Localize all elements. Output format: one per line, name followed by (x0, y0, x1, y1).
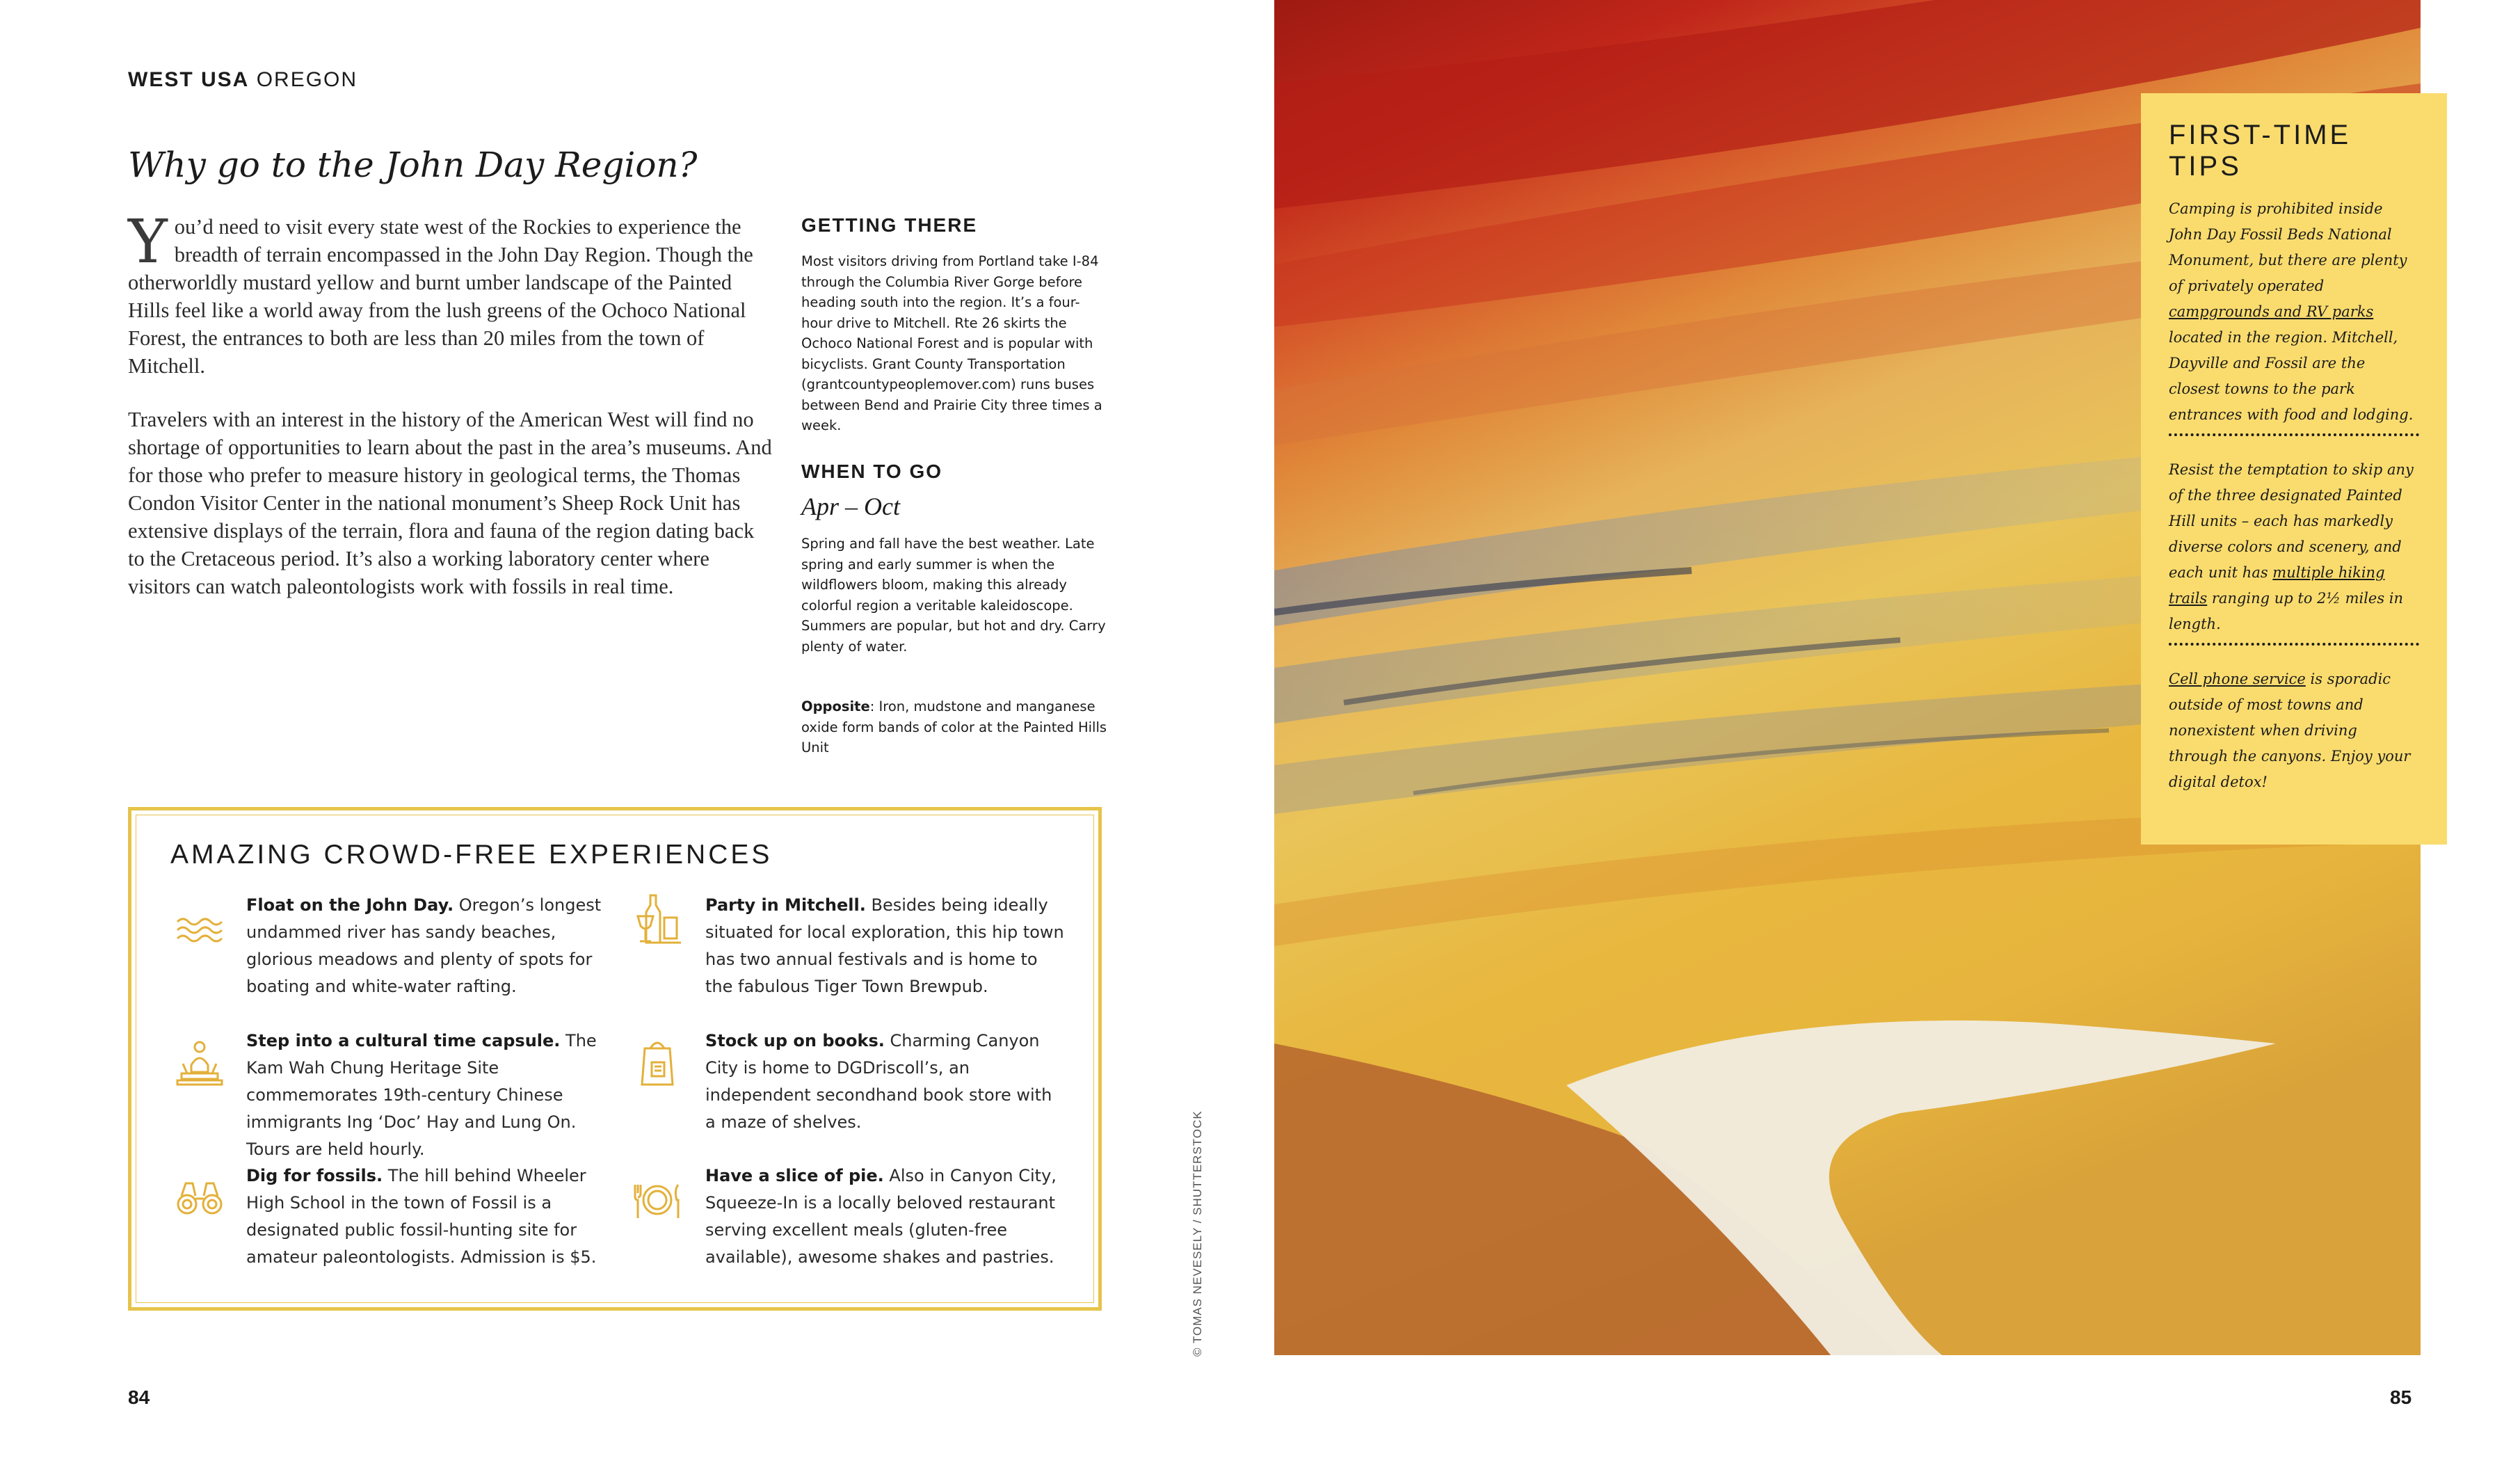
intro-text (128, 207, 773, 626)
experiences-title: AMAZING CROWD-FREE EXPERIENCES (170, 840, 773, 870)
water-waves-icon (172, 900, 227, 955)
experience-item-party (705, 892, 1067, 1000)
when-to-go-heading: WHEN TO GO (801, 461, 943, 482)
experience-item-books (705, 1028, 1067, 1136)
experience-item-fossils (246, 1162, 608, 1271)
page-number-right: 85 (2390, 1386, 2412, 1408)
experience-title: Step into a cultural time capsule. (246, 1031, 561, 1050)
caption-text: : Iron, mudstone and manganese oxide form bands of color at the Painted Hills Unit (801, 698, 1107, 756)
tip-divider (2169, 643, 2419, 646)
tip-painted-hills (2169, 457, 2419, 637)
header-region: WEST USA (128, 68, 250, 91)
experience-title: Dig for fossils. (246, 1166, 383, 1185)
experience-text: Oregon’s longest undammed river has sandy beaches, glorious meadows and plenty of spots for boating and white-water rafting. (246, 895, 602, 996)
experience-text: The Kam Wah Chung Heritage Site commemorates 19th-century Chinese immigrants Ing ‘Doc’ Hay and Lung On. Tours are held hourly. (246, 1031, 597, 1159)
page-title: Why go to the John Day Region? (128, 145, 698, 185)
experience-title: Float on the John Day. (246, 895, 454, 915)
header-state: OREGON (256, 68, 358, 91)
experience-text: Also in Canyon City, Squeeze-In is a locally beloved restaurant serving excellent meals (gluten-free available), awesome shakes and pastries. (705, 1166, 1057, 1267)
when-to-go-months: Apr – Oct (801, 493, 900, 520)
tip-text: located in the region. Mitchell, Dayville and Fossil are the closest towns to the park entrances with food and lodging. (2169, 329, 2414, 423)
caption-label: Opposite (801, 698, 870, 714)
section-header (128, 68, 358, 92)
getting-there-heading: GETTING THERE (801, 214, 978, 236)
tip-cell-service (2169, 666, 2419, 795)
tip-text: Resist the temptation to skip any of the three designated Painted Hill units – each has markedly diverse colors and scenery, and each unit has (2169, 461, 2414, 581)
experience-title: Stock up on books. (705, 1031, 885, 1050)
hiking-trails-link[interactable]: multiple hiking trails (2169, 564, 2385, 607)
plate-cutlery-icon (629, 1171, 685, 1226)
intro-paragraph-1 (128, 207, 773, 380)
photo-credit: © TOMAS NEVESELY / SHUTTERSTOCK (1191, 1110, 1204, 1357)
experience-title: Have a slice of pie. (705, 1166, 884, 1185)
tip-camping (2169, 196, 2419, 428)
shrine-icon (172, 1034, 227, 1090)
page-number-left: 84 (128, 1386, 150, 1408)
tip-divider (2169, 433, 2419, 436)
book-bag-icon (629, 1034, 685, 1090)
experience-text: The hill behind Wheeler High School in the town of Fossil is a designated public fossil-hunting site for amateur paleontologists. Admission is $5. (246, 1166, 597, 1267)
experience-item-float (246, 892, 608, 1000)
photo-caption (801, 696, 1107, 758)
when-to-go-text: Spring and fall have the best weather. Late spring and early summer is when the wildflowers bloom, making this already colorful region a veritable kaleidoscope. Summers are popular, but hot and dry. Carry plenty of water. (801, 536, 1106, 655)
tip-text: Camping is prohibited inside John Day Fossil Beds National Monument, but there are plenty of privately operated (2169, 200, 2407, 294)
drinks-icon (629, 893, 685, 948)
campgrounds-link[interactable]: campgrounds and RV parks (2169, 303, 2374, 320)
tip-text: ranging up to 2½ miles in length. (2169, 590, 2404, 632)
cell-service-link[interactable]: Cell phone service (2169, 671, 2306, 687)
first-time-tips-box (2141, 93, 2447, 845)
experience-item-time-capsule (246, 1028, 608, 1163)
experience-text: Charming Canyon City is home to DGDriscoll’s, an independent secondhand book store with a maze of shelves. (705, 1031, 1052, 1132)
experience-title: Party in Mitchell. (705, 895, 866, 915)
getting-there-text: Most visitors driving from Portland take I-84 through the Columbia River Gorge before heading south into the region. It’s a four-hour drive to Mitchell. Rte 26 skirts the Ochoco National Forest and is popular with bicyclists. Grant County Transportation (grantcountypeoplemover.com) runs buses between Bend and Prairie City three times a week. (801, 253, 1102, 433)
experience-text: Besides being ideally situated for local exploration, this hip town has two annual festivals and is home to the fabulous Tiger Town Brewpub. (705, 895, 1064, 996)
tips-title: FIRST-TIME TIPS (2169, 120, 2352, 182)
binoculars-icon (172, 1171, 227, 1226)
intro-paragraph-2: Travelers with an interest in the history of the American West will find no shortage of opportunities to learn about the past in the area’s museums. And for those who prefer to measure history in geological terms, the Thomas Condon Visitor Center in the national monument’s Sheep Rock Unit has extensive displays of the terrain, flora and fauna of the region dating back to the Cretaceous period. It’s also a working laboratory center where visitors can watch paleontologists work with fossils in real time. (128, 408, 772, 598)
experiences-box (128, 807, 1102, 1311)
drop-cap: Y (128, 207, 168, 277)
intro-paragraph-1-text: ou’d need to visit every state west of the Rockies to experience the breadth of terrain encompassed in the John Day Region. Though the otherworldly mustard yellow and burnt umber landscape of the Painted Hills feel like a world away from the lush greens of the Ochoco National Forest, the entrances to both are less than 20 miles from the town of Mitchell. (128, 215, 753, 378)
tip-text: is sporadic outside of most towns and nonexistent when driving through the canyons. Enjoy your digital detox! (2169, 671, 2411, 790)
experience-item-pie (705, 1162, 1067, 1271)
